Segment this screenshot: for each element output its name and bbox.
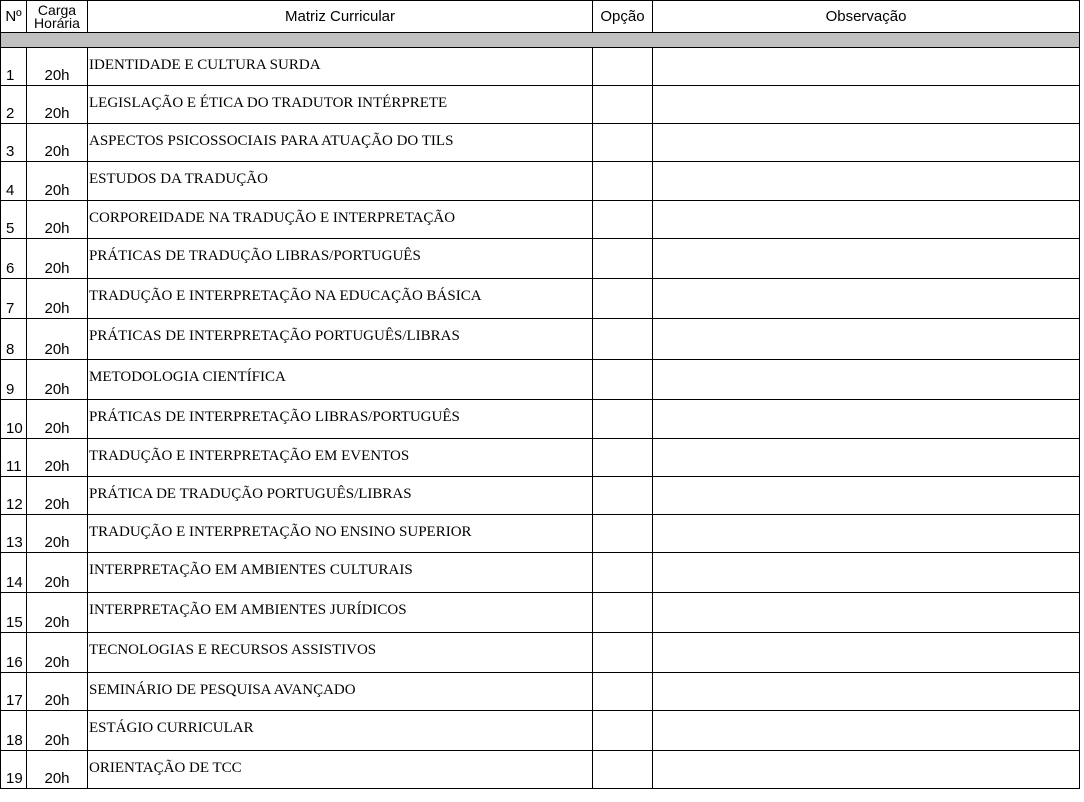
row-option-cell[interactable] (593, 553, 653, 593)
separator-bar (1, 33, 1080, 48)
row-option-cell[interactable] (593, 751, 653, 789)
row-option-cell[interactable] (593, 593, 653, 633)
row-subject: CORPOREIDADE NA TRADUÇÃO E INTERPRETAÇÃO (88, 201, 593, 239)
header-carga-line2: Horária (34, 14, 80, 31)
row-number: 19 (1, 751, 27, 789)
row-number: 5 (1, 201, 27, 239)
table-row (1, 515, 1080, 553)
row-number: 9 (1, 360, 27, 400)
row-hours: 20h (27, 673, 88, 711)
header-row (1, 1, 1080, 33)
row-number: 1 (1, 48, 27, 86)
header-opcao: Opção (593, 1, 653, 33)
row-subject: PRÁTICAS DE TRADUÇÃO LIBRAS/PORTUGUÊS (88, 239, 593, 279)
row-observation-cell[interactable] (653, 593, 1080, 633)
table-row (1, 48, 1080, 86)
row-observation-cell[interactable] (653, 239, 1080, 279)
row-subject: METODOLOGIA CIENTÍFICA (88, 360, 593, 400)
row-number: 6 (1, 239, 27, 279)
row-subject: ESTUDOS DA TRADUÇÃO (88, 162, 593, 201)
row-hours: 20h (27, 633, 88, 673)
table-row (1, 633, 1080, 673)
row-observation-cell[interactable] (653, 400, 1080, 439)
row-subject: ORIENTAÇÃO DE TCC (88, 751, 593, 789)
row-option-cell[interactable] (593, 124, 653, 162)
row-subject: LEGISLAÇÃO E ÉTICA DO TRADUTOR INTÉRPRETE (88, 86, 593, 124)
row-observation-cell[interactable] (653, 48, 1080, 86)
row-hours: 20h (27, 515, 88, 553)
row-subject: IDENTIDADE E CULTURA SURDA (88, 48, 593, 86)
row-option-cell[interactable] (593, 515, 653, 553)
row-option-cell[interactable] (593, 360, 653, 400)
row-observation-cell[interactable] (653, 124, 1080, 162)
table-row (1, 673, 1080, 711)
row-number: 13 (1, 515, 27, 553)
row-subject: TRADUÇÃO E INTERPRETAÇÃO NO ENSINO SUPERIOR (88, 515, 593, 553)
row-number: 2 (1, 86, 27, 124)
row-number: 11 (1, 439, 27, 477)
row-number: 15 (1, 593, 27, 633)
table-row (1, 439, 1080, 477)
row-hours: 20h (27, 239, 88, 279)
row-option-cell[interactable] (593, 439, 653, 477)
row-subject: TRADUÇÃO E INTERPRETAÇÃO EM EVENTOS (88, 439, 593, 477)
row-option-cell[interactable] (593, 400, 653, 439)
row-number: 12 (1, 477, 27, 515)
row-hours: 20h (27, 201, 88, 239)
header-carga-line1: Carga (37, 1, 77, 18)
row-number: 17 (1, 673, 27, 711)
row-observation-cell[interactable] (653, 477, 1080, 515)
table-row (1, 477, 1080, 515)
row-observation-cell[interactable] (653, 279, 1080, 319)
row-hours: 20h (27, 162, 88, 201)
row-hours: 20h (27, 711, 88, 751)
row-observation-cell[interactable] (653, 673, 1080, 711)
row-observation-cell[interactable] (653, 439, 1080, 477)
row-subject: SEMINÁRIO DE PESQUISA AVANÇADO (88, 673, 593, 711)
table-row (1, 124, 1080, 162)
table-row (1, 319, 1080, 360)
row-option-cell[interactable] (593, 633, 653, 673)
row-number: 3 (1, 124, 27, 162)
row-subject: TECNOLOGIAS E RECURSOS ASSISTIVOS (88, 633, 593, 673)
row-option-cell[interactable] (593, 48, 653, 86)
row-hours: 20h (27, 319, 88, 360)
table-row (1, 751, 1080, 789)
header-matriz-curricular: Matriz Curricular (88, 1, 593, 33)
row-observation-cell[interactable] (653, 633, 1080, 673)
table-row (1, 711, 1080, 751)
table-row (1, 553, 1080, 593)
table-row (1, 593, 1080, 633)
table-row (1, 360, 1080, 400)
row-option-cell[interactable] (593, 239, 653, 279)
row-observation-cell[interactable] (653, 515, 1080, 553)
row-option-cell[interactable] (593, 86, 653, 124)
row-option-cell[interactable] (593, 319, 653, 360)
row-subject: PRÁTICAS DE INTERPRETAÇÃO LIBRAS/PORTUGUÊS (88, 400, 593, 439)
row-observation-cell[interactable] (653, 751, 1080, 789)
row-option-cell[interactable] (593, 477, 653, 515)
row-number: 4 (1, 162, 27, 201)
header-observacao: Observação (653, 1, 1080, 33)
row-option-cell[interactable] (593, 279, 653, 319)
row-subject: TRADUÇÃO E INTERPRETAÇÃO NA EDUCAÇÃO BÁSICA (88, 279, 593, 319)
header-carga-horaria (27, 1, 88, 33)
row-hours: 20h (27, 477, 88, 515)
row-subject: INTERPRETAÇÃO EM AMBIENTES CULTURAIS (88, 553, 593, 593)
row-number: 10 (1, 400, 27, 439)
table-row (1, 86, 1080, 124)
row-hours: 20h (27, 553, 88, 593)
row-hours: 20h (27, 279, 88, 319)
row-number: 7 (1, 279, 27, 319)
table-row (1, 162, 1080, 201)
row-hours: 20h (27, 124, 88, 162)
row-hours: 20h (27, 593, 88, 633)
row-hours: 20h (27, 86, 88, 124)
table-row (1, 201, 1080, 239)
row-observation-cell[interactable] (653, 201, 1080, 239)
row-observation-cell[interactable] (653, 553, 1080, 593)
row-number: 14 (1, 553, 27, 593)
row-observation-cell[interactable] (653, 711, 1080, 751)
row-option-cell[interactable] (593, 201, 653, 239)
header-num: Nº (1, 1, 27, 33)
row-hours: 20h (27, 439, 88, 477)
row-hours: 20h (27, 400, 88, 439)
table-row (1, 239, 1080, 279)
row-hours: 20h (27, 751, 88, 789)
row-subject: INTERPRETAÇÃO EM AMBIENTES JURÍDICOS (88, 593, 593, 633)
row-hours: 20h (27, 360, 88, 400)
row-option-cell[interactable] (593, 711, 653, 751)
row-observation-cell[interactable] (653, 319, 1080, 360)
row-number: 18 (1, 711, 27, 751)
row-observation-cell[interactable] (653, 360, 1080, 400)
row-subject: ASPECTOS PSICOSSOCIAIS PARA ATUAÇÃO DO TILS (88, 124, 593, 162)
row-option-cell[interactable] (593, 673, 653, 711)
row-subject: PRÁTICA DE TRADUÇÃO PORTUGUÊS/LIBRAS (88, 477, 593, 515)
row-option-cell[interactable] (593, 162, 653, 201)
row-hours: 20h (27, 48, 88, 86)
row-subject: ESTÁGIO CURRICULAR (88, 711, 593, 751)
row-number: 8 (1, 319, 27, 360)
row-number: 16 (1, 633, 27, 673)
separator-row (1, 33, 1080, 48)
row-observation-cell[interactable] (653, 86, 1080, 124)
table-row (1, 400, 1080, 439)
table-row (1, 279, 1080, 319)
row-observation-cell[interactable] (653, 162, 1080, 201)
row-subject: PRÁTICAS DE INTERPRETAÇÃO PORTUGUÊS/LIBRAS (88, 319, 593, 360)
